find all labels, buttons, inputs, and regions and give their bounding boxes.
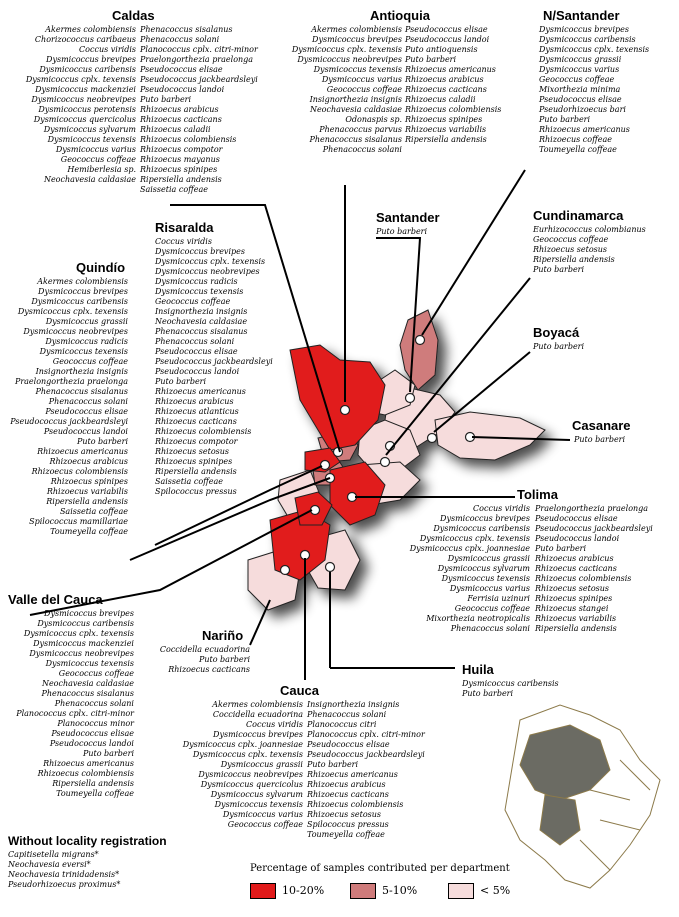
species-item: Ripersiella andensis [535,624,617,633]
species-item: Coccus viridis [155,237,212,246]
species-item: Neochavesia caldasiae [41,679,134,688]
dept-cauca-col1 [170,700,303,830]
species-item: Coccidella ecuadorina [212,710,303,719]
species-item: Dysmicoccus texensis [47,135,136,144]
dept-quindio-col1 [0,277,128,537]
species-item: Ripersiella andensis [46,497,128,506]
species-item: Phenacoccus sisalanus [309,135,402,144]
species-item: Planococcus cplx. citri-minor [16,709,134,718]
species-item: Geococcus coffeae [533,235,609,244]
species-item: Dysmicoccus brevipes [155,247,245,256]
dept-huila-col1 [462,679,582,699]
species-item: Chorizococcus caribaeus [34,35,136,44]
species-item: Akermes colombiensis [37,277,128,286]
dept-santander-title: Santander [376,210,440,225]
dept-antioquia-col1 [285,25,402,155]
species-item: Dysmicoccus caribensis [37,619,134,628]
species-item: Insignorthezia insignis [155,307,248,316]
dept-narino-title: Nariño [202,628,244,643]
species-item: Rhizoecus arabicus [140,105,219,114]
species-item: Toumeyella coffeae [56,789,134,798]
species-item: Coccus viridis [473,504,530,513]
species-item: Dysmicoccus grassii [220,760,303,769]
species-item: Pseudococcus landoi [155,367,240,376]
species-item: Rhizoecus americanus [405,65,496,74]
species-item: Neochavesia eversi* [8,860,91,869]
species-item: Puto antioquensis [405,45,478,54]
species-item: Rhizoecus variabilis [535,614,617,623]
species-item: Ripersiella andensis [533,255,615,264]
species-item: Neochavesia caldasiae [309,105,402,114]
species-item: Dysmicoccus caribensis [39,65,136,74]
species-item: Insignorthezia insignis [309,95,402,104]
species-item: Dysmicoccus varius [321,75,402,84]
leader-nsantander [422,170,525,335]
species-item: Rhizoecus compotor [140,145,223,154]
species-item: Rhizoecus compotor [155,437,238,446]
species-item: Saissetia coffeae [155,477,224,486]
species-item: Dysmicoccus varius [55,145,136,154]
species-item: Mixorthezia minima [539,85,621,94]
species-item: Dysmicoccus quercicolus [200,780,303,789]
species-item: Phenacoccus sisalanus [41,689,134,698]
species-item: Dysmicoccus grassii [539,55,622,64]
species-item: Geococcus coffeae [539,75,615,84]
species-item: Rhizoecus arabicus [405,75,484,84]
legend-swatch-high [250,883,276,899]
species-item: Praelongorthezia praelonga [535,504,649,513]
species-item: Puto barberi [533,342,585,351]
dept-cundinamarca-title: Cundinamarca [533,208,624,223]
species-item: Pseudococcus elisae [535,514,618,523]
species-item: Dysmicoccus caribensis [31,297,128,306]
species-item: Dysmicoccus caribensis [433,524,530,533]
species-item: Geococcus coffeae [326,85,402,94]
species-item: Phenacoccus solani [155,337,235,346]
species-item: Dysmicoccus cplx. texensis [419,534,530,543]
species-item: Rhizoecus arabicus [307,780,386,789]
species-item: Praelongorthezia praelonga [14,377,128,386]
dept-quindio-title: Quindío [76,260,126,275]
species-item: Dysmicoccus sylvarum [43,125,136,134]
dept-cauca-col2 [307,700,432,840]
species-item: Dysmicoccus texensis [214,800,303,809]
species-item: Pseudococcus elisae [155,347,238,356]
species-item: Rhizoecus arabicus [535,554,614,563]
species-item: Rhizoecus variabilis [46,487,128,496]
species-item: Toumeyella coffeae [50,527,128,536]
species-item: Pseudorhizoecus bari [539,105,626,114]
species-item: Geococcus coffeae [155,297,231,306]
dept-tolima-title: Tolima [517,487,558,502]
legend-label-mid: 5-10% [382,884,418,897]
species-item: Puto barberi [140,95,192,104]
species-item: Rhizoecus spinipes [155,457,233,466]
dept-antioquia-title: Antioquia [370,8,430,23]
species-item: Puto barberi [535,544,587,553]
species-item: Hemiberlesia sp. [67,165,136,174]
species-item: Pseudococcus elisae [140,65,223,74]
species-item: Rhizoecus atlanticus [155,407,239,416]
species-item: Dysmicoccus texensis [313,65,402,74]
species-item: Coccus viridis [246,720,303,729]
species-item: Rhizoecus americanus [43,759,134,768]
species-item: Rhizoecus stangei [535,604,609,613]
species-item: Rhizoecus mayanus [140,155,220,164]
species-item: Dysmicoccus cplx. texensis [155,257,266,266]
species-item: Capitisetella migrans* [8,850,99,859]
species-item: Dysmicoccus perotensis [38,105,136,114]
species-item: Puto barberi [462,689,514,698]
species-item: Pseudococcus elisae [539,95,622,104]
legend [250,863,540,917]
species-item: Dysmicoccus varius [539,65,620,74]
species-item: Pseudococcus landoi [43,427,128,436]
species-item: Akermes colombiensis [311,25,402,34]
species-item: Spilococcus mamillariae [29,517,128,526]
species-item: Pseudococcus jackbeardsleyi [140,75,258,84]
species-item: Rhizoecus arabicus [155,397,234,406]
species-item: Rhizoecus caladii [140,125,211,134]
species-item: Ripersiella andensis [405,135,487,144]
species-item: Pseudococcus landoi [49,739,134,748]
species-item: Rhizoecus setosus [155,447,230,456]
species-item: Pseudococcus jackbeardsleyi [10,417,128,426]
dept-cauca-title: Cauca [280,683,320,698]
species-item: Planococcus cplx. citri-minor [307,730,425,739]
leader-narino [250,600,270,645]
species-item: Odonaspis sp. [345,115,402,124]
species-item: Rhizoecus colombiensis [307,800,404,809]
species-item: Praelongorthezia praelonga [140,55,254,64]
dept-valle-title: Valle del Cauca [8,592,103,607]
species-item: Rhizoecus americanus [37,447,128,456]
species-item: Dysmicoccus varius [222,810,303,819]
dept-huila-title: Huila [462,662,494,677]
species-item: Planococcus minor [57,719,134,728]
species-item: Dysmicoccus mackenziei [35,85,136,94]
species-item: Akermes colombiensis [45,25,136,34]
species-item: Rhizoecus cacticans [155,417,237,426]
dept-boyaca-title: Boyacá [533,325,580,340]
species-item: Puto barberi [376,227,428,236]
dept-santander-col1 [376,227,476,237]
species-item: Dysmicoccus texensis [155,287,244,296]
species-item: Dysmicoccus brevipes [44,609,134,618]
species-item: Spilococcus pressus [307,820,389,829]
dept-caldas-title: Caldas [112,8,155,23]
species-item: Puto barberi [574,435,626,444]
species-item: Dysmicoccus brevipes [440,514,530,523]
species-item: Puto barberi [82,749,134,758]
species-item: Pseudococcus jackbeardsleyi [155,357,273,366]
species-item: Puto barberi [307,760,359,769]
species-item: Rhizoecus cacticans [140,115,222,124]
species-item: Pseudococcus landoi [140,85,225,94]
species-item: Ripersiella andensis [155,467,237,476]
species-item: Dysmicoccus cplx. joannesiae [182,740,303,749]
species-item: Dysmicoccus neobrevipes [29,649,134,658]
species-item: Dysmicoccus brevipes [539,25,629,34]
species-item: Akermes colombiensis [212,700,303,709]
species-item: Rhizoecus setosus [307,810,382,819]
species-item: Dysmicoccus grassii [447,554,530,563]
species-item: Dysmicoccus texensis [45,659,134,668]
species-item: Rhizoecus colombiensis [155,427,252,436]
species-item: Planococcus citri [307,720,377,729]
dept-valle-col1 [8,609,134,799]
species-item: Dysmicoccus quercicolus [33,115,136,124]
dept-tolima-col1 [395,504,530,634]
dept-casanare-col1 [574,435,674,445]
species-item: Planococcus cplx. citri-minor [140,45,258,54]
species-item: Rhizoecus coffeae [539,135,612,144]
species-item: Phenacoccus solani [140,35,220,44]
species-item: Phenacoccus solani [54,699,134,708]
species-item: Dysmicoccus cplx. texensis [192,750,303,759]
species-item: Puto barberi [533,265,585,274]
species-item: Pseudococcus elisae [307,740,390,749]
species-item: Rhizoecus cacticans [307,790,389,799]
species-item: Neochavesia trinidadensis* [8,870,120,879]
dept-tolima-col2 [535,504,679,634]
species-item: Geococcus coffeae [52,357,128,366]
species-item: Pseudococcus landoi [535,534,620,543]
species-item: Coccidella ecuadorina [159,645,250,654]
species-item: Phenacoccus solani [322,145,402,154]
species-item: Ferrisia uzinuri [467,594,530,603]
species-item: Dysmicoccus radicis [155,277,238,286]
species-item: Phenacoccus parvus [319,125,402,134]
dept-risaralda-col1 [155,237,295,497]
legend-title: Percentage of samples contributed per department [250,863,510,874]
species-item: Insignorthezia insignis [35,367,128,376]
species-item: Phenacoccus sisalanus [140,25,233,34]
species-item: Dysmicoccus neobrevipes [297,55,402,64]
species-item: Rhizoecus americanus [539,125,630,134]
species-item: Rhizoecus arabicus [49,457,128,466]
species-item: Pseudococcus landoi [405,35,490,44]
species-item: Rhizoecus colombiensis [405,105,502,114]
dept-casanare-title: Casanare [572,418,631,433]
species-item: Pseudorhizoecus proximus* [8,880,121,889]
species-item: Dysmicoccus sylvarum [210,790,303,799]
species-item: Phenacoccus solani [450,624,530,633]
species-item: Dysmicoccus grassii [45,317,128,326]
species-item: Pseudococcus jackbeardsleyi [307,750,425,759]
species-item: Geococcus coffeae [454,604,530,613]
species-item: Coccus viridis [79,45,136,54]
species-item: Rhizoecus variabilis [405,125,487,134]
species-item: Ripersiella andensis [52,779,134,788]
species-item: Insignorthezia insignis [307,700,400,709]
species-item: Phenacoccus sisalanus [35,387,128,396]
species-item: Phenacoccus solani [307,710,387,719]
legend-label-high: 10-20% [282,884,325,897]
inset-colombia-map [505,705,660,888]
legend-label-low: < 5% [480,884,511,897]
species-item: Dysmicoccus texensis [39,347,128,356]
species-item: Rhizoecus setosus [533,245,608,254]
species-item: Dysmicoccus sylvarum [437,564,530,573]
species-item: Rhizoecus cacticans [405,85,487,94]
map-region-casanare [435,412,545,460]
species-item: Rhizoecus colombiensis [140,135,237,144]
species-item: Dysmicoccus neobrevipes [31,95,136,104]
species-item: Dysmicoccus cplx. texensis [23,629,134,638]
species-item: Dysmicoccus cplx. texensis [291,45,402,54]
species-item: Dysmicoccus cplx. joannesiae [409,544,530,553]
species-item: Geococcus coffeae [58,669,134,678]
species-item: Puto barberi [198,655,250,664]
species-item: Rhizoecus americanus [307,770,398,779]
dept-nsantander-title: N/Santander [543,8,620,23]
species-item: Mixorthezia neotropicalis [426,614,530,623]
species-item: Rhizoecus colombiensis [37,769,134,778]
species-item: Phenacoccus sisalanus [155,327,248,336]
species-item: Saissetia coffeae [59,507,128,516]
species-item: Puto barberi [539,115,591,124]
species-item: Geococcus coffeae [60,155,136,164]
dept-cundinamarca-col1 [533,225,673,275]
dept-caldas-col2 [140,25,275,195]
species-item: Dysmicoccus texensis [441,574,530,583]
species-item: Rhizoecus cacticans [535,564,617,573]
dept-caldas-col1 [10,25,136,185]
species-item: Rhizoecus caladii [405,95,476,104]
species-item: Rhizoecus setosus [535,584,610,593]
dept-boyaca-col1 [533,342,633,352]
species-item: Dysmicoccus radicis [45,337,128,346]
species-item: Geococcus coffeae [227,820,303,829]
species-item: Rhizoecus spinipes [140,165,218,174]
species-item: Puto barberi [405,55,457,64]
species-item: Ripersiella andensis [140,175,222,184]
species-item: Rhizoecus americanus [155,387,246,396]
species-item: Pseudococcus elisae [405,25,488,34]
dept-risaralda-title: Risaralda [155,220,214,235]
species-item: Phenacoccus solani [48,397,128,406]
species-item: Eurhizococcus colombianus [533,225,646,234]
no-locality-title: Without locality registration [8,834,167,848]
species-item: Dysmicoccus cplx. texensis [539,45,650,54]
species-item: Toumeyella coffeae [307,830,385,839]
species-item: Rhizoecus spinipes [405,115,483,124]
species-item: Dysmicoccus cplx. texensis [17,307,128,316]
species-item: Pseudococcus elisae [51,729,134,738]
species-item: Dysmicoccus brevipes [38,287,128,296]
species-item: Rhizoecus spinipes [535,594,613,603]
dept-narino-col1 [150,645,250,675]
species-item: Rhizoecus colombiensis [535,574,632,583]
species-item: Rhizoecus spinipes [50,477,128,486]
species-item: Dysmicoccus brevipes [46,55,136,64]
species-item: Rhizoecus cacticans [168,665,250,674]
species-item: Dysmicoccus neobrevipes [198,770,303,779]
species-item: Dysmicoccus brevipes [312,35,402,44]
species-item: Puto barberi [76,437,128,446]
species-item: Dysmicoccus varius [449,584,530,593]
legend-swatch-mid [350,883,376,899]
species-item: Rhizoecus colombiensis [31,467,128,476]
species-item: Pseudococcus jackbeardsleyi [535,524,653,533]
species-item: Dysmicoccus neobrevipes [155,267,260,276]
species-item: Dysmicoccus cplx. texensis [25,75,136,84]
species-item: Saissetia coffeae [140,185,209,194]
species-item: Spilococcus pressus [155,487,237,496]
no-locality-list [8,850,208,890]
species-item: Toumeyella coffeae [539,145,617,154]
legend-swatch-low [448,883,474,899]
species-item: Puto barberi [155,377,207,386]
species-item: Dysmicoccus caribensis [539,35,636,44]
species-item: Neochavesia caldasiae [155,317,248,326]
dept-antioquia-col2 [405,25,520,145]
species-item: Dysmicoccus brevipes [213,730,303,739]
species-item: Pseudococcus elisae [45,407,128,416]
species-item: Dysmicoccus mackenziei [33,639,134,648]
species-item: Dysmicoccus caribensis [462,679,559,688]
species-item: Dysmicoccus neobrevipes [23,327,128,336]
dept-nsantander-col1 [539,25,679,155]
species-item: Neochavesia caldasiae [43,175,136,184]
